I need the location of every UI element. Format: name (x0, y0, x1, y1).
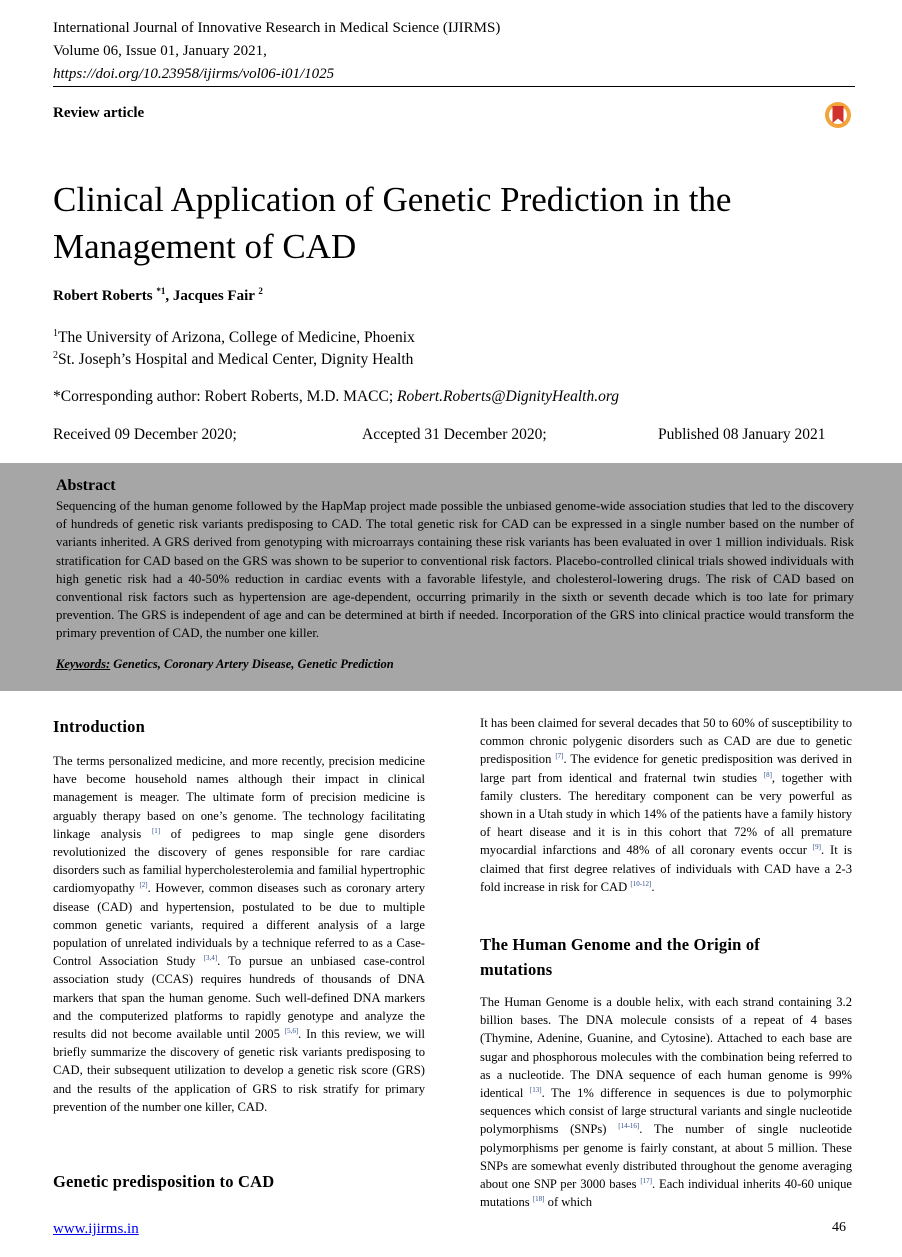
intro-text-4: . To pursue an unbiased case-control association study (CCAS) requires hundreds of thousands of DNA markers that span the human genome. Such well-defined DNA markers and the computerized platforms to rapidly genotype and analyze the results did not become available until 2005 (53, 954, 425, 1042)
volume-info: Volume 06, Issue 01, January 2021, (53, 43, 267, 59)
affiliation-1-text: The University of Arizona, College of Medicine, Phoenix (58, 329, 415, 346)
human-genome-paragraph (480, 993, 852, 1211)
author-separator: , (165, 288, 173, 304)
corresponding-label: *Corresponding author: Robert Roberts, M.D. MACC; (53, 388, 397, 405)
gp-text-2: . The evidence for genetic predisposition was derived in large part from identical and fraternal twin studies (480, 752, 852, 785)
citation-ref[interactable]: [5,6] (284, 1027, 299, 1036)
human-genome-heading: The Human Genome and the Origin of mutations (480, 935, 760, 979)
citation-ref[interactable]: [3,4] (203, 954, 218, 963)
author-1-affil-mark: *1 (156, 286, 166, 296)
author-2-name: Jacques Fair (172, 288, 259, 304)
hg-text-2: . The 1% difference in sequences is due to polymorphic sequences which consist of large structural variants and single nucleotide polymorphisms (SNPs) (480, 1086, 852, 1137)
citation-ref[interactable]: [9] (812, 843, 821, 852)
citation-ref[interactable]: [10-12] (630, 879, 652, 888)
corresponding-email[interactable]: Robert.Roberts@DignityHealth.org (397, 388, 620, 405)
affiliation-1-number: 1 (53, 328, 58, 339)
hg-text-4: . Each individual inherits 40-60 unique mutations (480, 1177, 852, 1210)
affiliation-2-text: St. Joseph’s Hospital and Medical Center, Dignity Health (58, 351, 414, 368)
article-type: Review article (53, 105, 145, 121)
keywords-list: Genetics, Coronary Artery Disease, Genetic Prediction (110, 657, 394, 671)
abstract-text: Sequencing of the human genome followed by the HapMap project made possible the unbiased genome-wide association studies that led to the discovery of hundreds of genetic risk variants predisposing to CAD. The total genetic risk for CAD can be expressed in a single number based on the number of variants inherited. A GRS derived from genotyping with microarrays containing these risk variants has been evaluated in over 1 million individuals. Risk stratification for CAD based on the GRS was shown to be superior to conventional risk factors. Placebo-controlled clinical trials showed individuals with high genetic risk had a 40-50% reduction in cardiac events with a favorable lifestyle, and cholesterol-lowering drugs. The risk of CAD based on conventional risk factors such as hypertension are age-dependent, occurring primarily in the sixth or seventh decade which is too late for primary prevention. The GRS is independent of age and can be determined at birth if needed. Incorporation of the GRS into clinical practice would transform the primary prevention of CAD, the number one killer. (56, 499, 854, 641)
citation-ref[interactable]: [18] (532, 1195, 545, 1204)
citation-ref[interactable]: [1] (151, 826, 161, 835)
authors-line (53, 288, 263, 305)
author-2-affil-mark: 2 (258, 286, 263, 296)
crossmark-icon[interactable] (824, 101, 852, 129)
author-1-name: Robert Roberts (53, 288, 157, 304)
citation-ref[interactable]: [17] (640, 1177, 653, 1186)
published-date: Published 08 January 2021 (658, 426, 826, 443)
hg-text-1: The Human Genome is a double helix, with each strand containing 3.2 billion bases. The DNA molecule consists of a repeat of 4 bases (Thymine, Adenine, Guanine, and Cytosine). Attached to each base are sugar and phosphorous molecules with the combination being referred to as a nucleotide. The DNA sequence of each human genome is 99% identical (480, 995, 852, 1101)
intro-text-3: . However, common diseases such as coronary artery disease (CAD) and hypertension, postulated to be due to multiple common genetic variants, required a different analysis of a large population of unrelated individuals by a technique referred to as a Case-Control Association Study (53, 881, 425, 969)
keywords (56, 657, 394, 672)
genetic-predisposition-heading: Genetic predisposition to CAD (53, 1172, 275, 1191)
introduction-heading: Introduction (53, 717, 145, 736)
gp-text-3: , together with family clusters. The hereditary component can be very powerful as shown in a Utah study in which 14% of the patients have a family history of heart disease and it is in this cohort that 72% of all premature myocardial infarctions and 48% of all coronary events occur (480, 770, 852, 858)
corresponding-author (53, 388, 619, 406)
journal-name: International Journal of Innovative Research in Medical Science (IJIRMS) (53, 20, 501, 36)
received-date: Received 09 December 2020; (53, 426, 237, 443)
affiliation-2-number: 2 (53, 350, 58, 361)
intro-text-5: . In this review, we will briefly summarize the discovery of genetic risk variants predisposing to CAD, their subsequent utilization to develop a genetic risk score (GRS) and the results of the application of GRS to risk stratify for primary prevention of the number one killer, CAD. (53, 1027, 425, 1114)
hg-text-3: . The number of single nucleotide polymorphisms per genome is fairly constant, at about 5 million. These SNPs are somewhat evenly distributed throughout the genome averaging about one SNP per 3000 bases (480, 1122, 852, 1192)
article-title: Clinical Application of Genetic Prediction in the Management of CAD (53, 180, 732, 266)
affiliation-1 (53, 329, 415, 347)
gp-text-4: . It is claimed that first degree relatives of individuals with CAD have a 2-3 fold increase in risk for CAD (480, 843, 852, 894)
introduction-paragraph (53, 752, 425, 1116)
citation-ref[interactable]: [14-16] (618, 1122, 640, 1131)
header-divider (53, 86, 855, 87)
genetic-predisposition-paragraph (480, 714, 852, 896)
intro-text-1: The terms personalized medicine, and more recently, precision medicine have become household names although their impact in clinical management is meager. The ultimate form of precision medicine is arguably therapy based on one’s genome. The technology facilitating linkage analysis (53, 754, 425, 841)
citation-ref[interactable]: [2] (139, 881, 148, 890)
gp-text-1: It has been claimed for several decades that 50 to 60% of susceptibility to common chronic polygenic disorders such as CAD are due to genetic predisposition (480, 716, 852, 767)
gp-text-5: . (651, 879, 655, 894)
keywords-label: Keywords: (56, 657, 111, 671)
citation-ref[interactable]: [13] (529, 1086, 542, 1095)
footer-website-link[interactable]: www.ijirms.in (53, 1221, 139, 1237)
accepted-date: Accepted 31 December 2020; (362, 426, 547, 443)
intro-text-2: of pedigrees to map single gene disorders revolutionized the discovery of genes responsible for rare cardiac disorders such as familial hypercholesterolemia and familial hypertrophic cardiomyopathy (53, 826, 425, 896)
abstract-heading: Abstract (56, 477, 116, 494)
citation-ref[interactable]: [8] (763, 770, 772, 779)
citation-ref[interactable]: [7] (555, 752, 564, 761)
doi-link[interactable]: https://doi.org/10.23958/ijirms/vol06-i01/1025 (53, 66, 335, 82)
hg-text-5: of which (544, 1195, 593, 1210)
affiliation-2 (53, 351, 413, 369)
page-number: 46 (832, 1220, 846, 1235)
